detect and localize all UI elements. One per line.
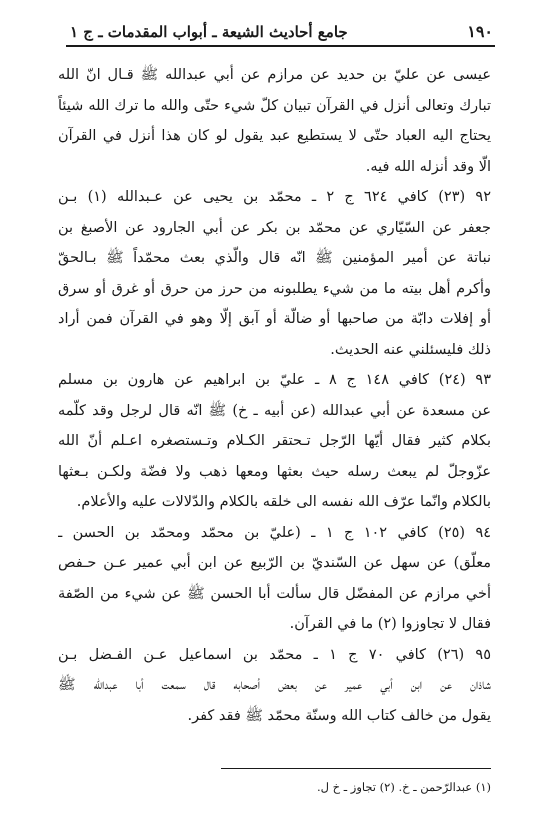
text-line: تبارك وتعالى أنزل في القرآن تبيان كلّ شيء حتّى والله ما ترك الله شيئاً <box>58 97 491 114</box>
text-line: شاذان عن ابن أبي عمير عن بعض أصحابه قال سمعت أبا عبدالله ﷺ <box>58 677 491 693</box>
text-line: أخي مرازم عن المفضّل قال سألت أبا الحسن ﷺ عن شيء من الصّفة <box>58 585 491 602</box>
text-line: يقول من خالف كتاب الله وسنّة محمّد ﷺ فقد كفر. <box>187 707 491 724</box>
text-line: جعفر عن السّيّاري عن محمّد بن بكر عن أبي الجارود عن الأصبغ بن <box>58 219 491 236</box>
header-rule <box>66 45 495 47</box>
text-line: يحتاج اليه العباد حتّى لا يستطيع عبد يقول لو كان هذا أنزل في القرآن <box>58 128 491 144</box>
text-line: ٩٥ (٢٦) كافي ٧٠ ج ١ ـ محمّد بن اسماعيل عـن الفـضل بـن <box>58 646 491 663</box>
text-line: معلّق) عن سهل عن السّنديّ بن الرّبيع عن ابن أبي عمير عـن حـفص <box>58 555 491 571</box>
page-header <box>70 16 493 42</box>
page-body <box>58 60 491 731</box>
text-line: فقال لا تجاوزوا (٢) ما في القرآن. <box>289 616 491 632</box>
hadith-92 <box>58 182 491 365</box>
text-line: عيسى عن عليّ بن حديد عن مرازم عن أبي عبدالله ﷺ قـال انّ الله <box>58 67 491 83</box>
text-line: نباتة عن أمير المؤمنين ﷺ انّه قال والّذي بعث محمّداً ﷺ بـالحقّ <box>58 250 491 266</box>
hadith-95 <box>58 640 491 732</box>
text-line: عزّوجلّ لم يبعث رسله حيث بعثها ومعها ذهب ولا فضّة ولكـن بـعثها <box>58 463 491 480</box>
hadith-94 <box>58 518 491 640</box>
text-line: وأكرم أهل بيته ما من شيء يطلبونه من حرز من حرق أو غرق أو سرق <box>58 280 491 297</box>
page-number: ١٩٠ <box>467 22 493 41</box>
text-line: بكلام كثير فقال أيّها الرّجل تـحتقر الكـلام وتـستصغره اعـلم أنّ الله <box>58 433 491 449</box>
text-line: ٩٣ (٢٤) كافي ١٤٨ ج ٨ ـ عليّ بن ابراهيم عن هارون بن مسلم <box>58 372 491 388</box>
text-line: عن مسعدة عن أبي عبدالله (عن أبيه ـ خ) ﷺ انّه قال لرجل وقد كلّمه <box>58 402 491 419</box>
text-line: الّا وقد أنزله الله فيه. <box>365 158 491 175</box>
text-line: بالكلام وانّما عرّف الله نفسه الى خلقه بالكلام والدّلالات عليه والأعلام. <box>76 494 491 510</box>
footnotes: (١) عبدالرّحمن ـ خ. (٢) تجاوز ـ خ ل. <box>317 780 491 794</box>
text-line: ذلك فليسئلني عنه الحديث. <box>330 341 491 358</box>
hadith-93 <box>58 365 491 518</box>
text-line: ٩٤ (٢٥) كافي ١٠٢ ج ١ ـ (عليّ بن محمّد ومحمّد بن الحسن ـ <box>58 524 491 541</box>
text-line: أو إفلات دابّة من صاحبها أو ضالّة أو آبق إلّا وهو في القرآن فمن أراد <box>58 311 491 327</box>
paragraph <box>58 60 491 182</box>
footnote-rule <box>221 768 491 769</box>
text-line: ٩٢ (٢٣) كافي ٦٢٤ ج ٢ ـ محمّد بن يحيى عن عـبدالله (١) بـن <box>58 189 491 205</box>
running-title: جامع أحاديث الشيعة ـ أبواب المقدمات ـ ج ١ <box>70 23 348 41</box>
